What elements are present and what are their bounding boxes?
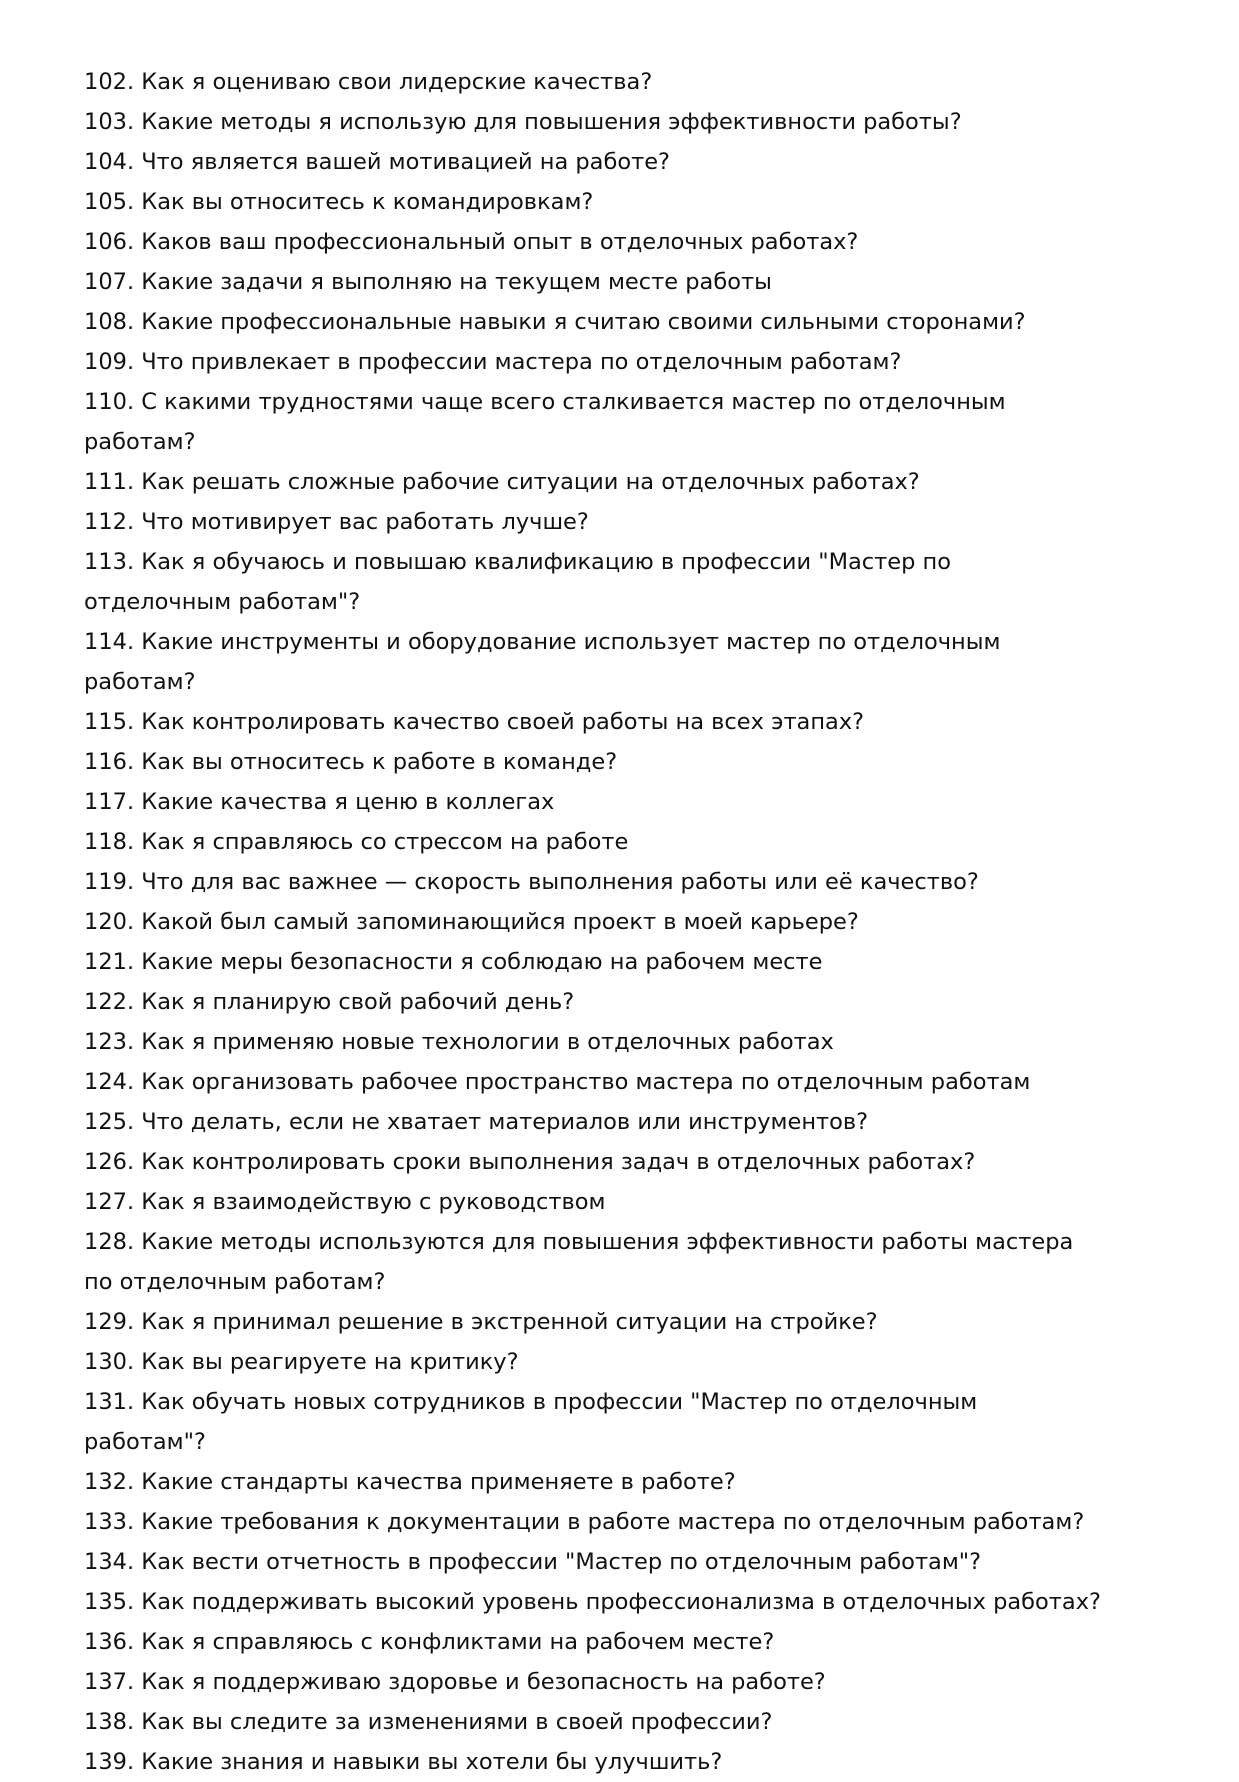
list-item: 103. Какие методы я использую для повышения эффективности работы?	[84, 109, 962, 135]
list-item: 135. Как поддерживать высокий уровень профессионализма в отделочных работах?	[84, 1589, 1101, 1615]
list-item: 118. Как я справляюсь со стрессом на работе	[84, 829, 629, 855]
list-item: 111. Как решать сложные рабочие ситуации на отделочных работах?	[84, 469, 920, 495]
list-item: 119. Что для вас важнее — скорость выполнения работы или её качество?	[84, 869, 979, 895]
list-item: 139. Какие знания и навыки вы хотели бы улучшить?	[84, 1749, 723, 1775]
list-item: 130. Как вы реагируете на критику?	[84, 1349, 519, 1375]
list-item: 131. Как обучать новых сотрудников в профессии "Мастер по отделочным работам"?	[84, 1389, 978, 1455]
list-item: 117. Какие качества я ценю в коллегах	[84, 789, 555, 815]
list-item: 138. Как вы следите за изменениями в своей профессии?	[84, 1709, 773, 1735]
question-list	[84, 62, 1104, 1782]
list-item: 105. Как вы относитесь к командировкам?	[84, 189, 594, 215]
list-item: 109. Что привлекает в профессии мастера по отделочным работам?	[84, 349, 902, 375]
list-item: 110. С какими трудностями чаще всего сталкивается мастер по отделочным работам?	[84, 389, 1006, 455]
list-item: 112. Что мотивирует вас работать лучше?	[84, 509, 589, 535]
list-item: 116. Как вы относитесь к работе в команде?	[84, 749, 618, 775]
list-item: 132. Какие стандарты качества применяете в работе?	[84, 1469, 736, 1495]
list-item: 113. Как я обучаюсь и повышаю квалификацию в профессии "Мастер по отделочным работам"?	[84, 549, 952, 615]
list-item: 120. Какой был самый запоминающийся проект в моей карьере?	[84, 909, 859, 935]
list-item: 137. Как я поддерживаю здоровье и безопасность на работе?	[84, 1669, 826, 1695]
list-item: 136. Как я справляюсь с конфликтами на рабочем месте?	[84, 1629, 775, 1655]
list-item: 129. Как я принимал решение в экстренной ситуации на стройке?	[84, 1309, 878, 1335]
list-item: 115. Как контролировать качество своей работы на всех этапах?	[84, 709, 865, 735]
list-item: 102. Как я оцениваю свои лидерские качества?	[84, 69, 653, 95]
list-item: 121. Какие меры безопасности я соблюдаю на рабочем месте	[84, 949, 823, 975]
list-item: 104. Что является вашей мотивацией на работе?	[84, 149, 670, 175]
list-item: 108. Какие профессиональные навыки я считаю своими сильными сторонами?	[84, 309, 1026, 335]
list-item: 114. Какие инструменты и оборудование использует мастер по отделочным работам?	[84, 629, 1001, 695]
list-item: 123. Как я применяю новые технологии в отделочных работах	[84, 1029, 834, 1055]
list-item: 122. Как я планирую свой рабочий день?	[84, 989, 575, 1015]
list-item: 128. Какие методы используются для повышения эффективности работы мастера по отделочным работам?	[84, 1229, 1074, 1295]
list-item: 126. Как контролировать сроки выполнения задач в отделочных работах?	[84, 1149, 976, 1175]
list-item: 127. Как я взаимодействую с руководством	[84, 1189, 606, 1215]
list-item: 124. Как организовать рабочее пространство мастера по отделочным работам	[84, 1069, 1031, 1095]
list-item: 134. Как вести отчетность в профессии "Мастер по отделочным работам"?	[84, 1549, 982, 1575]
list-item: 133. Какие требования к документации в работе мастера по отделочным работам?	[84, 1509, 1085, 1535]
list-item: 125. Что делать, если не хватает материалов или инструментов?	[84, 1109, 869, 1135]
list-item: 107. Какие задачи я выполняю на текущем месте работы	[84, 269, 772, 295]
list-item: 106. Каков ваш профессиональный опыт в отделочных работах?	[84, 229, 859, 255]
